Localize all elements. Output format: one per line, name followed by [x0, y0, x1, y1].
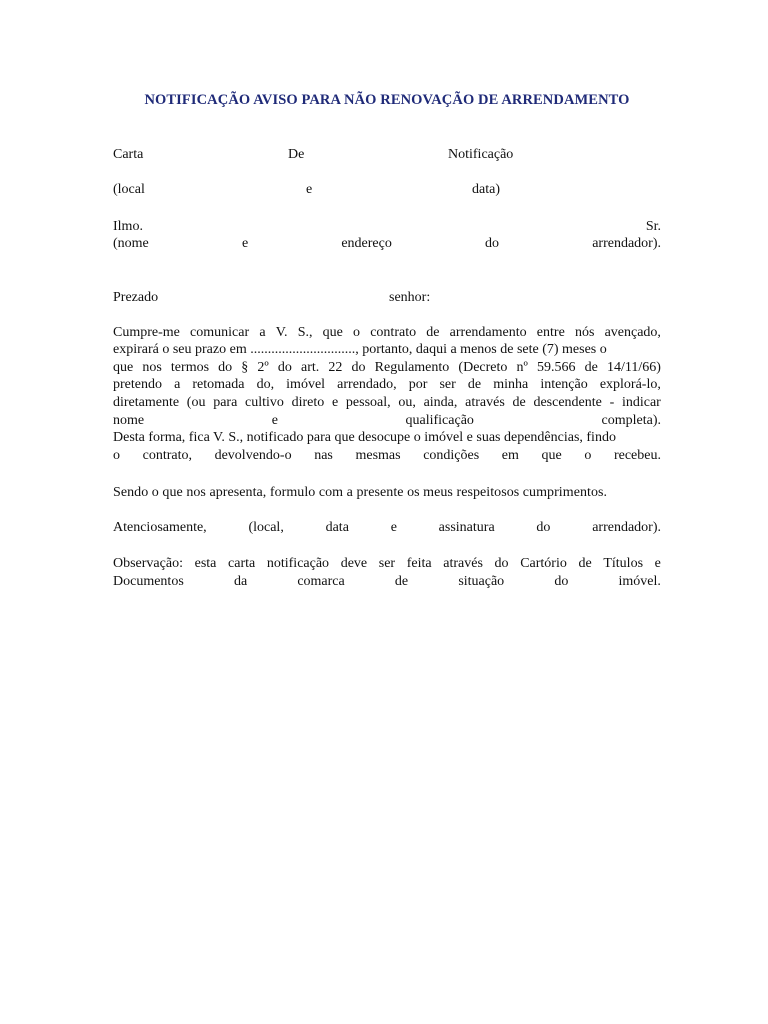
word: contrato, — [142, 448, 192, 463]
word: de — [394, 574, 409, 589]
word: a — [174, 377, 181, 392]
word: direto — [291, 395, 325, 410]
word: e — [271, 413, 278, 428]
word: do — [218, 360, 233, 375]
word: nas — [314, 448, 333, 463]
header-word: Notificação — [448, 147, 514, 162]
word: Cartório — [520, 556, 567, 571]
word: Desta forma, fica V. S., notificado para que desocupe o imóvel e suas dependências, findo — [113, 430, 616, 445]
word: intenção — [540, 377, 588, 392]
word: através — [465, 395, 505, 410]
word: comunicar — [190, 325, 250, 340]
place-date-word: data) — [472, 182, 500, 197]
word: Regulamento — [374, 360, 450, 375]
word: Títulos — [603, 556, 644, 571]
word: ser — [439, 377, 456, 392]
word: V. — [275, 325, 288, 340]
word: condições — [423, 448, 480, 463]
word: avençado, — [604, 325, 661, 340]
word: do — [536, 520, 551, 535]
word: 2º — [257, 360, 269, 375]
word: o — [584, 448, 592, 463]
word: § — [241, 360, 249, 375]
salutation-word: endereço — [341, 236, 392, 251]
word: e — [654, 556, 661, 571]
word: qualificação — [405, 413, 474, 428]
word: Atenciosamente, — [113, 520, 207, 535]
word: cultivo — [245, 395, 284, 410]
word: em — [501, 448, 519, 463]
word: 59.566 — [536, 360, 576, 375]
word: diretamente — [113, 395, 180, 410]
word: data — [325, 520, 349, 535]
word: notificação — [266, 556, 330, 571]
word: ou, — [398, 395, 416, 410]
header-line — [113, 146, 661, 164]
place-date-word: (local — [113, 182, 145, 197]
word: que — [322, 325, 343, 340]
word: nós — [574, 325, 595, 340]
word: o — [353, 325, 361, 340]
word: devolvendo-o — [214, 448, 292, 463]
word: Observação: — [113, 556, 183, 571]
word: nome — [113, 413, 145, 428]
word: do — [494, 556, 509, 571]
word: do — [554, 574, 569, 589]
body-line — [113, 429, 661, 447]
place-date-word: e — [306, 182, 313, 197]
word: imóvel. — [618, 574, 661, 589]
word: e — [331, 395, 339, 410]
document-title: NOTIFICAÇÃO AVISO PARA NÃO RENOVAÇÃO DE ARRENDAMENTO — [144, 92, 630, 108]
note-line — [113, 555, 661, 573]
word: (ou — [186, 395, 206, 410]
note-line — [113, 573, 661, 591]
word: explorá-lo, — [599, 377, 661, 392]
salutation-word: arrendador). — [592, 236, 661, 251]
word: situação — [458, 574, 505, 589]
salutation-line-2 — [113, 235, 661, 253]
word: esta — [194, 556, 217, 571]
word: a — [259, 325, 266, 340]
greeting-line — [113, 289, 661, 307]
word: pretendo — [113, 377, 162, 392]
header-word: Carta — [113, 147, 144, 162]
word: do, — [256, 377, 275, 392]
word: arrendamento — [449, 325, 527, 340]
word: art. — [301, 360, 320, 375]
word: que — [113, 360, 134, 375]
word: de — [584, 360, 598, 375]
word: através — [443, 556, 483, 571]
word: imóvel — [286, 377, 326, 392]
word: para — [213, 395, 238, 410]
word: e — [390, 520, 397, 535]
word: completa). — [601, 413, 661, 428]
word: - — [609, 395, 615, 410]
body-line — [113, 376, 661, 394]
word: arrendador). — [592, 520, 661, 535]
word: entre — [536, 325, 565, 340]
word: assinatura — [438, 520, 495, 535]
salutation-word: Ilmo. — [113, 219, 143, 234]
salutation-word: do — [485, 236, 500, 251]
word: (local, — [248, 520, 284, 535]
word: arrendado, — [337, 377, 397, 392]
word: 14/11/66) — [606, 360, 661, 375]
word: expirará o seu prazo em .............................., portanto, daqui a menos de sete (7) meses o — [113, 342, 607, 357]
word: o — [113, 448, 120, 463]
greeting-word: Prezado — [113, 290, 159, 305]
word: comarca — [297, 574, 345, 589]
word: S., — [297, 325, 313, 340]
body-line — [113, 447, 661, 465]
body-line — [113, 412, 661, 430]
word: ainda, — [423, 395, 458, 410]
body-line — [113, 359, 661, 377]
word: deve — [340, 556, 368, 571]
word: contrato — [370, 325, 417, 340]
word: ser — [378, 556, 396, 571]
word: minha — [493, 377, 529, 392]
word: Documentos — [113, 574, 184, 589]
word: do — [351, 360, 366, 375]
word: de — [578, 556, 592, 571]
header-word: De — [288, 147, 305, 162]
word: feita — [406, 556, 432, 571]
salutation-word: (nome — [113, 236, 149, 251]
salutation-line-1 — [113, 218, 661, 236]
body-line — [113, 324, 661, 342]
word: descendente — [533, 395, 602, 410]
body-line — [113, 394, 661, 412]
salutation-word: Sr. — [645, 219, 661, 234]
word: de — [467, 377, 482, 392]
word: indicar — [621, 395, 661, 410]
word: carta — [228, 556, 256, 571]
word: pessoal, — [345, 395, 391, 410]
word: nº — [516, 360, 528, 375]
word: recebeu. — [613, 448, 661, 463]
word: (Decreto — [458, 360, 508, 375]
word: termos — [170, 360, 210, 375]
signature-line — [113, 519, 661, 537]
word: nos — [142, 360, 162, 375]
body-line — [113, 341, 661, 359]
word: da — [233, 574, 248, 589]
closing-sentence: Sendo o que nos apresenta, formulo com a presente os meus respeitosos cumprimentos. — [113, 485, 608, 500]
place-date-line — [113, 181, 661, 199]
word: mesmas — [355, 448, 401, 463]
word: retomada — [192, 377, 245, 392]
word: do — [277, 360, 292, 375]
word: que — [541, 448, 562, 463]
word: 22 — [328, 360, 343, 375]
word: de — [426, 325, 440, 340]
word: por — [408, 377, 428, 392]
word: de — [512, 395, 526, 410]
greeting-word: senhor: — [389, 290, 431, 305]
word: Cumpre-me — [113, 325, 180, 340]
salutation-word: e — [241, 236, 249, 251]
